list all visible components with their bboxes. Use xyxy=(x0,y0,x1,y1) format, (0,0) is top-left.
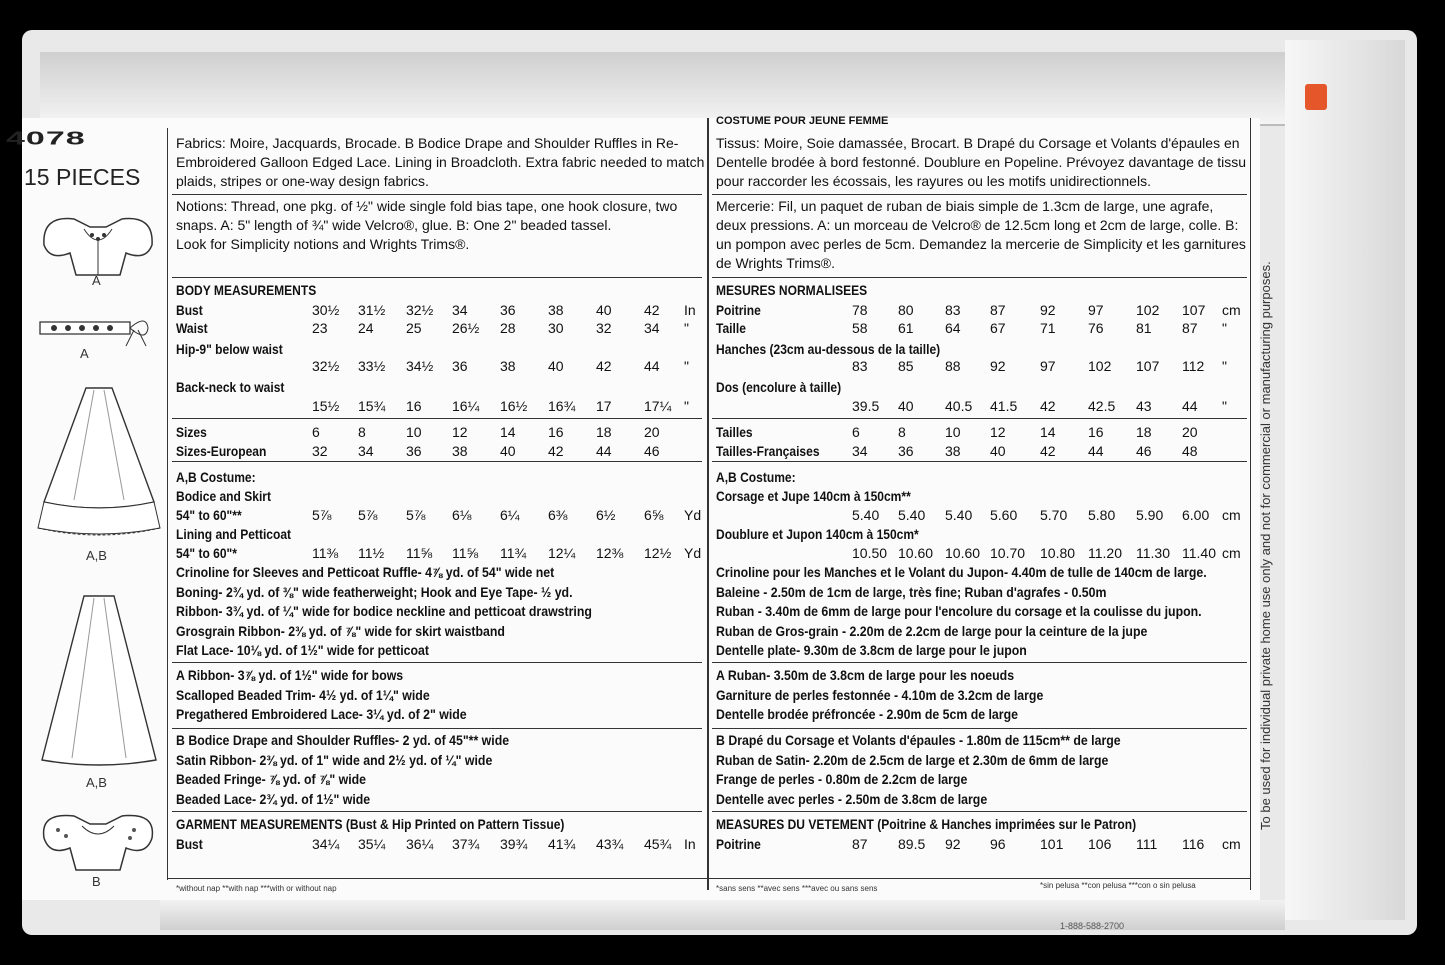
view-label-2: A xyxy=(80,346,89,361)
fr-footnote-left: *sans sens **avec sens ***avec ou sans sens xyxy=(716,884,878,893)
en-garment-cell: In xyxy=(684,836,696,852)
fr-cell: cm xyxy=(1222,545,1241,561)
fr-cell: 71 xyxy=(1040,320,1056,336)
en-cell: 34 xyxy=(452,302,468,318)
fr-fabrics-line-3: pour raccorder les écossais, les rayures ou les motifs unidirectionnels. xyxy=(716,173,1151,189)
en-cell: 6½ xyxy=(596,507,616,523)
en-cell: 16¼ xyxy=(452,398,480,414)
en-cell: 38 xyxy=(548,302,564,318)
fr-cell: 5.40 xyxy=(852,507,880,523)
fr-garment-cell: 101 xyxy=(1040,836,1064,852)
en-rule xyxy=(172,662,702,663)
en-cell: 40 xyxy=(548,358,564,374)
fr-cell: 10.70 xyxy=(990,545,1026,561)
fr-material-line: Garniture de perles festonnée - 4.10m de 3.2cm de large xyxy=(716,686,1044,703)
en-cell: 38 xyxy=(500,358,516,374)
fr-cell: 44 xyxy=(1088,443,1104,459)
en-cell: 36 xyxy=(500,302,516,318)
fr-cell: 40.5 xyxy=(945,398,973,414)
fr-cell: 67 xyxy=(990,320,1006,336)
fr-garment-cell: cm xyxy=(1222,836,1241,852)
fr-cell: 11.20 xyxy=(1088,545,1122,561)
view-label-5: B xyxy=(92,874,101,889)
fr-notions-line-4: de Wrights Trims®. xyxy=(716,255,835,271)
pattern-number: 4078 xyxy=(6,128,86,149)
fr-cell: 10 xyxy=(945,424,961,440)
fr-cell: 58 xyxy=(852,320,868,336)
en-material-line: Pregathered Embroidered Lace- 3¼ yd. of 2" wide xyxy=(176,706,467,722)
en-rule xyxy=(172,418,702,419)
en-row-label: Sizes xyxy=(176,424,207,440)
pieces-count: 15 PIECES xyxy=(24,164,141,190)
en-cell: 44 xyxy=(644,358,660,374)
en-cell: 15¾ xyxy=(358,398,386,414)
en-cell: 42 xyxy=(548,443,564,459)
fr-cell: 64 xyxy=(945,320,961,336)
fr-fabrics-line-1: Tissus: Moire, Soie damassée, Brocart. B Drapé du Corsage et Volants d'épaules en xyxy=(716,135,1240,151)
fr-material-line: Ruban de Gros-grain - 2.20m de 2.2cm de large pour la ceinture de la jupe xyxy=(716,622,1148,639)
center-divider xyxy=(707,118,709,890)
en-cell: 38 xyxy=(452,443,468,459)
fr-cell: 61 xyxy=(898,320,914,336)
fr-cell: 83 xyxy=(852,358,868,374)
fr-cell: " xyxy=(1222,320,1227,336)
fr-cell: 112 xyxy=(1182,358,1205,374)
fr-garment-cell: 106 xyxy=(1088,836,1112,852)
fr-cell: 10.80 xyxy=(1040,545,1076,561)
fr-cell: 5.40 xyxy=(945,507,973,523)
fr-cell: 42 xyxy=(1040,398,1056,414)
fr-cell: 42 xyxy=(1040,443,1056,459)
en-cell: 12⅜ xyxy=(596,545,624,561)
en-material-line: Beaded Lace- 2¾ yd. of 1½" wide xyxy=(176,790,371,807)
en-garment-cell: 35¼ xyxy=(358,836,386,852)
fr-row-label: Dos (encolure à taille) xyxy=(716,379,842,395)
fr-fabrics-line-2: Dentelle brodée à bord festonné. Doublure en Popeline. Prévoyez davantage de tissu xyxy=(716,154,1247,170)
fr-cell: 14 xyxy=(1040,424,1056,440)
fr-cell: 107 xyxy=(1136,358,1160,374)
en-material-line: Crinoline for Sleeves and Petticoat Ruffle- 4⅞ yd. of 54" wide net xyxy=(176,564,555,580)
fr-notions-line-2: deux pressions. A: un morceau de Velcro® de 12.5cm long et 2cm de large, colle. B: xyxy=(716,217,1239,233)
fr-notions-line-1: Mercerie: Fil, un paquet de ruban de biais simple de 1.3cm de large, une agrafe, xyxy=(716,198,1214,214)
fr-cell: 34 xyxy=(852,443,868,459)
en-cell: 11⅜ xyxy=(312,545,339,561)
en-cell: 14 xyxy=(500,424,516,440)
fr-garment-cell: 87 xyxy=(852,836,868,852)
en-cell: Yd xyxy=(684,545,702,561)
fr-row-label: Corsage et Jupe 140cm à 150cm** xyxy=(716,488,911,504)
fr-cell: 102 xyxy=(1088,358,1112,374)
fr-cell: 5.60 xyxy=(990,507,1018,523)
fr-cell: 40 xyxy=(898,398,914,414)
en-garment-cell: 36¼ xyxy=(406,836,434,852)
en-rule xyxy=(172,728,702,729)
en-cell: 32½ xyxy=(312,358,340,374)
en-fabrics-line-1: Fabrics: Moire, Jacquards, Brocade. B Bodice Drape and Shoulder Ruffles in Re- xyxy=(176,135,679,151)
fr-cell: 102 xyxy=(1136,302,1160,318)
fr-material-line: Dentelle brodée préfroncée - 2.90m de 5cm de large xyxy=(716,706,1018,722)
right-divider xyxy=(1250,118,1251,890)
en-cell: 6⅛ xyxy=(452,507,472,523)
fr-cell: 42.5 xyxy=(1088,398,1116,414)
fr-cell: 107 xyxy=(1182,302,1206,318)
fr-cell: 36 xyxy=(898,443,914,459)
fr-material-line: A Ruban- 3.50m de 3.8cm de large pour les noeuds xyxy=(716,667,1015,683)
fr-cell: 5.40 xyxy=(898,507,926,523)
en-cell: 34 xyxy=(358,443,374,459)
en-cell: 44 xyxy=(596,443,612,459)
en-row-label: A,B Costume: xyxy=(176,469,256,485)
fr-cell: 6.00 xyxy=(1182,507,1210,523)
fr-cell: " xyxy=(1222,398,1227,414)
en-cell: 40 xyxy=(596,302,612,318)
en-fabrics-line-2: Embroidered Galloon Edged Lace. Lining in Broadcloth. Extra fabric needed to match xyxy=(176,154,705,170)
fr-cell: cm xyxy=(1222,302,1241,318)
fr-cell: 78 xyxy=(852,302,868,318)
en-cell: 40 xyxy=(500,443,516,459)
en-cell: 25 xyxy=(406,320,422,336)
fr-material-line: Dentelle plate- 9.30m de 3.8cm de large pour le jupon xyxy=(716,642,1027,658)
en-row-label: Bodice and Skirt xyxy=(176,488,272,504)
en-rule xyxy=(172,194,702,195)
en-cell: 11⅝ xyxy=(452,545,479,561)
fr-cell: 44 xyxy=(1182,398,1198,414)
bodice-b-illustration xyxy=(34,808,162,874)
en-cell: 6 xyxy=(312,424,320,440)
fr-row-label: Tailles-Françaises xyxy=(716,443,820,459)
fr-cell: 87 xyxy=(990,302,1006,318)
fr-cell: 16 xyxy=(1088,424,1104,440)
en-material-line: A Ribbon- 3⅞ yd. of 1½" wide for bows xyxy=(176,667,404,683)
fr-material-line: Ruban - 3.40m de 6mm de large pour l'encolure du corsage et la coulisse du jupon. xyxy=(716,603,1202,619)
bottom-strip-text: 1-888-588-2700 xyxy=(1060,921,1125,931)
en-fabrics-line-3: plaids, stripes or one-way design fabrics. xyxy=(176,173,429,189)
en-row-label: 54" to 60"** xyxy=(176,507,242,523)
fr-cell: 39.5 xyxy=(852,398,880,414)
en-cell: 33½ xyxy=(358,358,386,374)
fr-cell: 76 xyxy=(1088,320,1104,336)
en-cell: 8 xyxy=(358,424,366,440)
en-rule xyxy=(172,277,702,278)
en-cell: 11¾ xyxy=(500,545,527,561)
en-cell: 32 xyxy=(596,320,612,336)
en-body-title: BODY MEASUREMENTS xyxy=(176,282,317,298)
fr-garment-cell: 92 xyxy=(945,836,961,852)
en-cell: 5⅞ xyxy=(358,507,378,523)
en-cell: 16¾ xyxy=(548,398,576,414)
en-cell: " xyxy=(684,320,689,336)
fr-cell: 41.5 xyxy=(990,398,1018,414)
en-cell: 31½ xyxy=(358,302,386,318)
en-row-label: Hip-9" below waist xyxy=(176,341,283,357)
fr-rule xyxy=(712,728,1247,729)
en-garment-label: Bust xyxy=(176,836,203,852)
fr-cell: 12 xyxy=(990,424,1006,440)
en-garment-title: GARMENT MEASUREMENTS (Bust & Hip Printed on Pattern Tissue) xyxy=(176,816,565,832)
fr-row-label: Doublure et Jupon 140cm à 150cm* xyxy=(716,526,919,542)
en-cell: " xyxy=(684,358,689,374)
en-row-label: Lining and Petticoat xyxy=(176,526,292,542)
en-material-line: Scalloped Beaded Trim- 4½ yd. of 1¼" wide xyxy=(176,686,430,703)
en-notions-line-3: Look for Simplicity notions and Wrights Trims®. xyxy=(176,236,470,252)
fr-rule xyxy=(712,811,1247,812)
en-cell: " xyxy=(684,398,689,414)
fr-cell: 5.80 xyxy=(1088,507,1116,523)
en-rule xyxy=(172,461,702,462)
fr-cell: 5.90 xyxy=(1136,507,1164,523)
en-cell: 10 xyxy=(406,424,422,440)
fr-footnote-right: *sin pelusa **con pelusa ***con o sin pelusa xyxy=(1040,881,1196,890)
fr-cell: 10.60 xyxy=(945,545,981,561)
en-cell: 5⅞ xyxy=(312,507,332,523)
fr-cell: 6 xyxy=(852,424,860,440)
overskirt-ab-illustration xyxy=(34,590,164,770)
en-cell: 16 xyxy=(406,398,422,414)
en-cell: 26½ xyxy=(452,320,480,336)
fr-cell: 88 xyxy=(945,358,961,374)
en-garment-cell: 34¼ xyxy=(312,836,340,852)
en-cell: 6⅜ xyxy=(548,507,568,523)
en-cell: 12½ xyxy=(644,545,672,561)
view-label-1: A xyxy=(92,273,101,288)
fr-material-line: Crinoline pour les Manches et le Volant du Jupon- 4.40m de tulle de 140cm de large. xyxy=(716,564,1207,580)
en-cell: In xyxy=(684,302,696,318)
fr-material-line: Frange de perles - 0.80m de 2.2cm de large xyxy=(716,771,968,787)
en-cell: 42 xyxy=(644,302,660,318)
en-cell: 6⅝ xyxy=(644,507,664,523)
en-cell: 34 xyxy=(644,320,660,336)
en-cell: 15½ xyxy=(312,398,340,414)
fr-cell: 87 xyxy=(1182,320,1198,336)
fr-rule xyxy=(712,461,1247,462)
fr-garment-cell: 116 xyxy=(1182,836,1205,852)
fr-cell: 11.30 xyxy=(1136,545,1170,561)
fr-cell: 40 xyxy=(990,443,1006,459)
en-cell: 28 xyxy=(500,320,516,336)
fr-cell: 92 xyxy=(1040,302,1056,318)
en-row-label: Sizes-European xyxy=(176,443,267,459)
footer-rule xyxy=(167,878,1250,879)
en-garment-cell: 41¾ xyxy=(548,836,576,852)
fr-material-line: Dentelle avec perles - 2.50m de 3.8cm de large xyxy=(716,790,988,807)
en-cell: 16 xyxy=(548,424,564,440)
en-cell: 5⅞ xyxy=(406,507,426,523)
skirt-ab-illustration xyxy=(34,382,164,542)
en-cell: 30½ xyxy=(312,302,340,318)
fr-cell: 20 xyxy=(1182,424,1198,440)
en-row-label: Waist xyxy=(176,320,208,336)
en-cell: 32 xyxy=(312,443,328,459)
fr-rule xyxy=(712,277,1247,278)
en-cell: 12¼ xyxy=(548,545,576,561)
en-cell: 11⅝ xyxy=(406,545,433,561)
en-cell: 12 xyxy=(452,424,468,440)
fr-garment-cell: 111 xyxy=(1136,836,1158,852)
fr-garment-title: MEASURES DU VETEMENT (Poitrine & Hanches imprimées sur le Patron) xyxy=(716,816,1137,832)
view-label-4: A,B xyxy=(86,775,107,790)
en-row-label: Back-neck to waist xyxy=(176,379,285,395)
fr-cell: 46 xyxy=(1136,443,1152,459)
fr-cell: 10.60 xyxy=(898,545,934,561)
fr-notions-line-3: un pompon avec perles de 5cm. Demandez la mercerie de Simplicity et les garnitures xyxy=(716,236,1246,252)
fr-rule xyxy=(712,418,1247,419)
fr-cell: 10.50 xyxy=(852,545,888,561)
fr-cell: 5.70 xyxy=(1040,507,1068,523)
en-cell: 6¼ xyxy=(500,507,520,523)
en-cell: 24 xyxy=(358,320,374,336)
en-material-line: B Bodice Drape and Shoulder Ruffles- 2 yd. of 45"** wide xyxy=(176,732,510,748)
fr-cell: 83 xyxy=(945,302,961,318)
fr-row-label: Poitrine xyxy=(716,302,761,318)
en-row-label: 54" to 60"* xyxy=(176,545,237,561)
en-material-line: Beaded Fringe- ⅞ yd. of ⅞" wide xyxy=(176,771,366,787)
fr-cell: 97 xyxy=(1040,358,1056,374)
fr-cell: 11.40 xyxy=(1182,545,1216,561)
en-cell: 32½ xyxy=(406,302,434,318)
fr-cell: " xyxy=(1222,358,1227,374)
en-cell: 42 xyxy=(596,358,612,374)
envelope-right-flap xyxy=(1285,40,1405,920)
fr-row-label: A,B Costume: xyxy=(716,469,796,485)
fr-body-title: MESURES NORMALISEES xyxy=(716,282,868,298)
fr-cell: 97 xyxy=(1088,302,1104,318)
en-material-line: Ribbon- 3¾ yd. of ¼" wide for bodice neckline and petticoat drawstring xyxy=(176,603,592,619)
en-cell: 17¼ xyxy=(644,398,672,414)
fr-cell: cm xyxy=(1222,507,1241,523)
en-notions-line-1: Notions: Thread, one pkg. of ½" wide single fold bias tape, one hook closure, two xyxy=(176,198,678,214)
en-row-label: Bust xyxy=(176,302,203,318)
en-cell: 23 xyxy=(312,320,328,336)
fr-cell: 81 xyxy=(1136,320,1152,336)
fr-cell: 92 xyxy=(990,358,1006,374)
en-cell: Yd xyxy=(684,507,702,523)
en-notions-line-2: snaps. A: 5" length of ¾" wide Velcro®, glue. B: One 2" beaded tassel. xyxy=(176,217,612,233)
en-cell: 20 xyxy=(644,424,660,440)
fr-heading: COSTUME POUR JEUNE FEMME xyxy=(716,115,889,127)
fr-cell: 85 xyxy=(898,358,914,374)
fr-garment-cell: 89.5 xyxy=(898,836,926,852)
en-footnote: *without nap **with nap ***with or without nap xyxy=(176,884,337,893)
en-garment-cell: 39¾ xyxy=(500,836,528,852)
en-cell: 46 xyxy=(644,443,660,459)
en-cell: 30 xyxy=(548,320,564,336)
en-cell: 36 xyxy=(406,443,422,459)
orange-tab xyxy=(1305,84,1327,110)
fr-row-label: Taille xyxy=(716,320,746,336)
fr-cell: 80 xyxy=(898,302,914,318)
fr-garment-label: Poitrine xyxy=(716,836,761,852)
en-material-line: Boning- 2¾ yd. of ⅜" wide featherweight; Hook and Eye Tape- ½ yd. xyxy=(176,583,573,600)
usage-side-note: To be used for individual private home use only and not for commercial or manufacturing purposes. xyxy=(1258,261,1273,830)
fr-row-label: Hanches (23cm au-dessous de la taille) xyxy=(716,341,941,357)
fr-row-label: Tailles xyxy=(716,424,753,440)
envelope-top-flap xyxy=(40,52,1290,126)
fr-cell: 8 xyxy=(898,424,906,440)
en-rule xyxy=(172,811,702,812)
en-cell: 11½ xyxy=(358,545,385,561)
en-cell: 17 xyxy=(596,398,612,414)
fr-material-line: Ruban de Satin- 2.20m de 2.5cm de large et 2.30m de 6mm de large xyxy=(716,751,1109,768)
fr-garment-cell: 96 xyxy=(990,836,1006,852)
en-garment-cell: 37¾ xyxy=(452,836,480,852)
en-cell: 36 xyxy=(452,358,468,374)
en-cell: 34½ xyxy=(406,358,434,374)
fr-material-line: B Drapé du Corsage et Volants d'épaules - 1.80m de 115cm** de large xyxy=(716,732,1121,748)
belt-a-illustration xyxy=(34,312,162,348)
en-garment-cell: 43¾ xyxy=(596,836,624,852)
en-material-line: Satin Ribbon- 2⅜ yd. of 1" wide and 2½ yd. of ¼" wide xyxy=(176,751,493,768)
fr-cell: 48 xyxy=(1182,443,1198,459)
fr-rule xyxy=(712,662,1247,663)
en-garment-cell: 45¾ xyxy=(644,836,672,852)
en-cell: 16½ xyxy=(500,398,528,414)
fr-cell: 38 xyxy=(945,443,961,459)
view-label-3: A,B xyxy=(86,548,107,563)
en-cell: 18 xyxy=(596,424,612,440)
fr-cell: 43 xyxy=(1136,398,1152,414)
fr-material-line: Baleine - 2.50m de 1cm de large, très fine; Ruban d'agrafes - 0.50m xyxy=(716,583,1107,600)
fr-cell: 18 xyxy=(1136,424,1152,440)
left-column-divider xyxy=(167,128,168,880)
en-material-line: Flat Lace- 10⅛ yd. of 1½" wide for petticoat xyxy=(176,642,429,658)
fr-rule xyxy=(712,194,1247,195)
en-material-line: Grosgrain Ribbon- 2⅜ yd. of ⅞" wide for skirt waistband xyxy=(176,622,505,639)
